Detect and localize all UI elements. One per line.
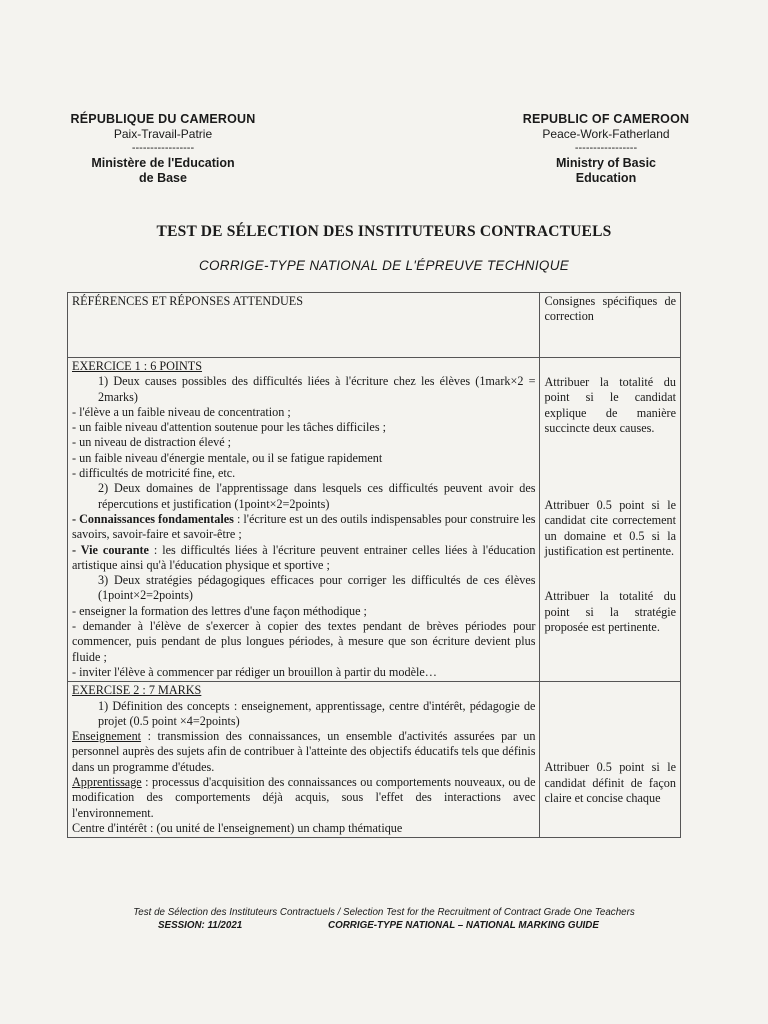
q1-item: - l'élève a un faible niveau de concentration ; [72, 404, 291, 419]
q2-item [72, 512, 535, 543]
exercise-2-answers [68, 682, 540, 838]
motto-en: Peace-Work-Fatherland [542, 127, 670, 141]
motto-fr: Paix-Travail-Patrie [113, 127, 213, 141]
ministry-fr-line1: Ministère de l'Education [91, 156, 235, 170]
footer-row [0, 919, 768, 932]
header-right [486, 112, 726, 186]
ministry-fr-line2: de Base [139, 171, 187, 185]
correction-note: Attribuer la totalité du point si la stratégie proposée est pertinente. [544, 589, 676, 634]
column-header-references: RÉFÉRENCES ET RÉPONSES ATTENDUES [68, 293, 540, 358]
definition [72, 729, 535, 775]
table-row-exercise-1 [68, 358, 681, 682]
definition-term: Enseignement [72, 729, 142, 744]
q2-item [72, 543, 535, 574]
document-title: TEST DE SÉLECTION DES INSTITUTEURS CONTRACTUELS [156, 223, 612, 240]
footer-guide-title: CORRIGE-TYPE NATIONAL – NATIONAL MARKING GUIDE [328, 920, 599, 931]
definition-text: : transmission des connaissances, un ensemble d'activités assurées par un personnel auprès des sujets afin de contribuer à l'atteinte des objectifs éducatifs tels que définis dans un programme d'études. [72, 729, 536, 774]
q2-item-label: - Connaissances fondamentales [72, 511, 234, 526]
q2-item-text: : l'écriture est un des outils indispensables pour construire les savoirs, savoir-faire et savoir-être ; [72, 511, 536, 542]
correction-note: Attribuer 0.5 point si le candidat définit de façon claire et concise chaque [544, 760, 676, 805]
divider: ----------------- [574, 142, 638, 154]
exercise-1-q1: 1) Deux causes possibles des difficultés liées à l'écriture chez les élèves (1mark×2 = 2marks) [98, 374, 536, 404]
definition-term: Centre d'intérêt [72, 820, 147, 835]
marking-table [67, 292, 681, 838]
divider: ----------------- [131, 142, 195, 154]
column-header-instructions: Consignes spécifiques de correction [540, 293, 681, 358]
country-name-fr: RÉPUBLIQUE DU CAMEROUN [70, 112, 256, 126]
footer-test-name: Test de Sélection des Instituteurs Contractuels / Selection Test for the Recruitment of Contract Grade One Teachers [133, 907, 635, 918]
exercise-2-title: EXERCISE 2 : 7 MARKS [72, 683, 202, 698]
country-name-en: REPUBLIC OF CAMEROON [522, 112, 690, 126]
spacer [544, 559, 676, 589]
q3-item: - demander à l'élève de s'exercer à copier des textes pendant de brèves périodes pour commencer, puis pendant de plus longues périodes, à mesure que son écriture devient plus fluide ; [72, 619, 536, 664]
header-left [43, 112, 283, 186]
document-subtitle: CORRIGE-TYPE NATIONAL DE L'ÉPREUVE TECHNIQUE [198, 258, 570, 273]
table-row-exercise-2 [68, 682, 681, 838]
ministry-en-line1: Ministry of Basic [555, 156, 657, 170]
q2-item-label: - Vie courante [72, 542, 149, 557]
correction-note: Attribuer 0.5 point si le candidat cite correctement un domaine et 0.5 si la justification est pertinente. [544, 498, 676, 559]
q3-item: - inviter l'élève à commencer par rédiger un brouillon à partir du modèle… [72, 664, 437, 679]
definition [72, 821, 535, 836]
exercise-1-q2: 2) Deux domaines de l'apprentissage dans lesquels ces difficultés peuvent avoir des répercutions et justification (1point×2=2points) [98, 481, 536, 511]
table-header-row [68, 293, 681, 358]
definition-text: : processus d'acquisition des connaissances ou comportements nouveaux, ou de modification des comportements déjà acquis, sous l'effet des interactions avec l'environnement. [72, 775, 536, 820]
ministry-en [486, 156, 726, 186]
footer-session: SESSION: 11/2021 [158, 920, 243, 931]
q1-item: - un niveau de distraction élevé ; [72, 435, 232, 450]
definition-term: Apprentissage [72, 775, 142, 790]
exercise-1-q3: 3) Deux stratégies pédagogiques efficaces pour corriger les difficultés de ces élèves (1point×2=2points) [98, 573, 536, 603]
q1-item: - un faible niveau d'énergie mentale, ou il se fatigue rapidement [72, 450, 383, 465]
spacer [544, 683, 676, 760]
spacer [544, 359, 676, 375]
correction-note: Attribuer la totalité du point si le candidat explique de manière succincte deux causes. [544, 375, 676, 435]
q1-item: - difficultés de motricité fine, etc. [72, 466, 236, 481]
exercise-1-title: EXERCICE 1 : 6 POINTS [72, 359, 203, 373]
q1-item: - un faible niveau d'attention soutenue pour les tâches difficiles ; [72, 420, 387, 435]
exercise-2-q1: 1) Définition des concepts : enseignement, apprentissage, centre d'intérêt, pédagogie de projet (0.5 point ×4=2points) [98, 698, 536, 728]
exercise-1-instructions [540, 358, 681, 682]
definition [72, 775, 535, 821]
q3-item: - enseigner la formation des lettres d'une façon méthodique ; [72, 603, 367, 618]
exercise-2-instructions [540, 682, 681, 838]
page-footer [0, 906, 768, 932]
spacer [544, 436, 676, 498]
ministry-fr [43, 156, 283, 186]
ministry-en-line2: Education [575, 171, 637, 185]
q2-item-text: : les difficultés liées à l'écriture peuvent entrainer celles liées à l'éducation artistique ainsi qu'à l'éducation physique et sportive ; [72, 542, 536, 572]
exercise-1-answers [68, 358, 540, 682]
definition-text: : (ou unité de l'enseignement) un champ thématique [146, 820, 403, 835]
